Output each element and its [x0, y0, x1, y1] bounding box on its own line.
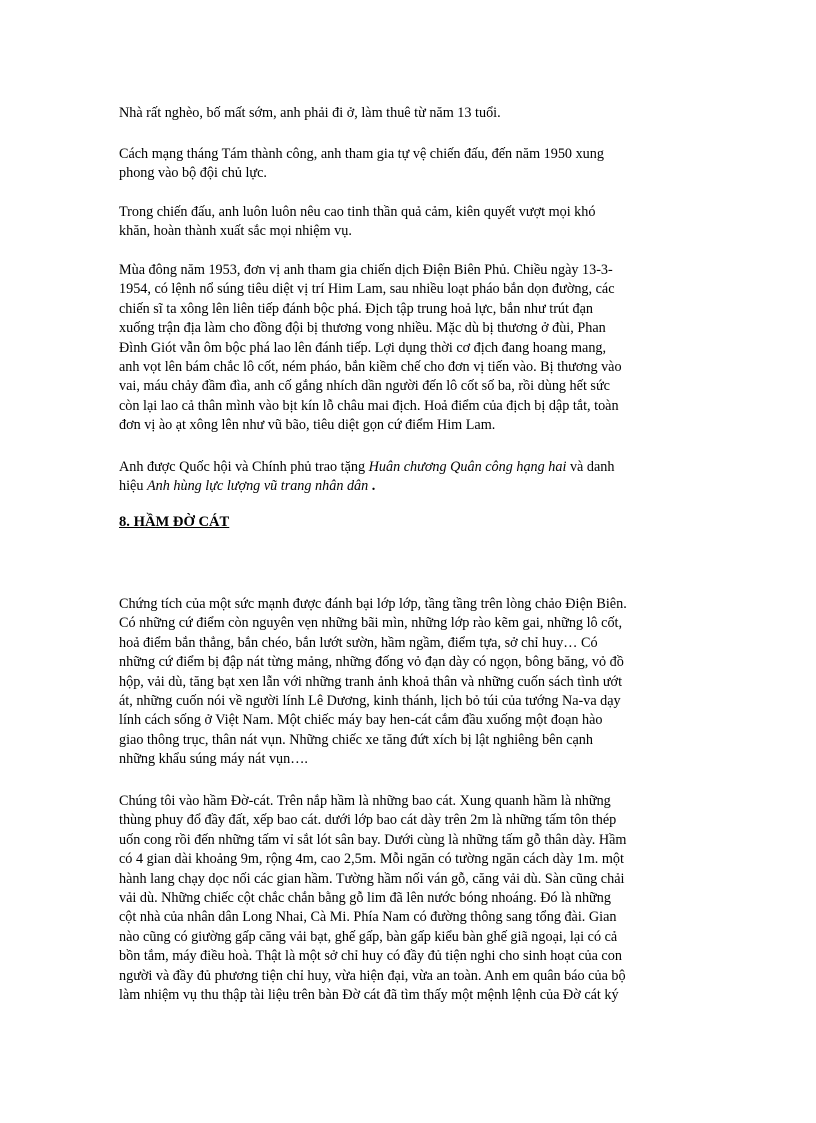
- award-text: .: [368, 478, 376, 495]
- text-line: xuống trận địa làm cho đồng đội bị thương vong nhiều. Mặc dù bị thương ở đùi, Phan: [119, 320, 606, 337]
- text-line: Có những cứ điểm còn nguyên vẹn những bãi mìn, những lớp rào kẽm gai, những lô cốt,: [119, 615, 623, 632]
- text-line: khăn, hoàn thành xuất sắc mọi nhiệm vụ.: [119, 223, 352, 240]
- text-line: cột nhà của nhân dân Long Nhai, Cà Mi. Phía Nam có đường thông sang tổng đài. Gian: [119, 909, 617, 926]
- text-line: anh vọt lên bám chắc lô cốt, ném pháo, bắn kiềm chế cho đơn vị tiến vào. Bị thương vào: [119, 359, 622, 376]
- paragraph-him-lam-battle: [119, 261, 709, 436]
- text-line: [119, 477, 709, 496]
- paragraph-battlefield-traces: [119, 595, 709, 770]
- text-line: hành lang chạy dọc nối các gian hầm. Tường hầm nối ván gỗ, căng vải dù. Sàn cũng chải: [119, 870, 625, 887]
- award-text: Anh được Quốc hội và Chính phủ trao tặng: [119, 459, 369, 475]
- award-title-name: Anh hùng lực lượng vũ trang nhân dân: [146, 478, 369, 495]
- text-line: đơn vị ào ạt xông lên như vũ bão, tiêu diệt gọn cứ điểm Him Lam.: [119, 417, 496, 434]
- text-line: lính cách sống ở Việt Nam. Một chiếc máy bay hen-cát cắm đầu xuống một đoạn hào: [119, 712, 603, 729]
- text-line: những khẩu súng máy nát vụn….: [119, 751, 308, 768]
- paragraph-awards: [119, 458, 709, 497]
- award-text: hiệu: [119, 478, 147, 495]
- text-line: Chứng tích của một sức mạnh được đánh bại lớp lớp, tầng tầng trên lòng chảo Điện Biên.: [119, 596, 627, 612]
- text-line: Cách mạng tháng Tám thành công, anh tham gia tự vệ chiến đấu, đến năm 1950 xung: [119, 146, 604, 162]
- section-heading: 8. HẦM ĐỜ CÁT: [119, 514, 230, 530]
- text-line: giao thông trục, thân nát vụn. Những chiếc xe tăng đứt xích bị lật nghiêng bên cạnh: [119, 731, 593, 748]
- paragraph-combat-spirit: [119, 203, 709, 242]
- text-line: phong vào bộ đội chủ lực.: [119, 165, 267, 182]
- text-line: hộp, vải dù, tăng bạt xen lẫn với những tranh ảnh khoả thân và những cuốn sách tình ướt: [119, 673, 623, 690]
- text-line: những cứ điểm bị đập nát từng mảng, những đống vỏ đạn dày có ngọn, bông băng, vỏ đồ: [119, 654, 624, 671]
- paragraph-revolution-join: [119, 145, 709, 184]
- award-medal-name: Huân chương Quân công hạng hai: [368, 459, 567, 475]
- text-line: Mùa đông năm 1953, đơn vị anh tham gia chiến dịch Điện Biên Phủ. Chiều ngày 13-3-: [119, 262, 613, 278]
- text-line: [119, 458, 709, 477]
- text-line: vai, máu chảy đầm đìa, anh cố gắng nhích dần người đến lô cốt số ba, rồi dùng hết sức: [119, 378, 610, 395]
- text-line: uốn cong rồi đến những tấm vỉ sắt lót sân bay. Dưới cùng là những tấm gỗ thân dày. Hầm: [119, 831, 627, 848]
- text-line: Đình Giót vẫn ôm bộc phá lao lên đánh tiếp. Lợi dụng thời cơ địch đang hoang mang,: [119, 339, 607, 356]
- text-line: có 4 gian dài khoảng 9m, rộng 4m, cao 2,5m. Mỗi ngăn có tường ngăn cách dày 1m. một: [119, 851, 624, 868]
- text-line: người và đầy đủ phương tiện chỉ huy, vừa hiện đại, vừa an toàn. Anh em quân báo của bộ: [119, 967, 626, 984]
- text-line: bồn tắm, máy điều hoà. Thật là một sở chỉ huy có đầy đủ tiện nghi cho sinh hoạt của con: [119, 948, 622, 965]
- award-text: và danh: [566, 459, 615, 475]
- text-line: Chúng tôi vào hầm Đờ-cát. Trên nắp hầm là những bao cát. Xung quanh hầm là những: [119, 793, 611, 809]
- text-line: nào cũng có giường gấp căng vải bạt, ghế gấp, bàn gấp kiểu bàn ghế giã ngoại, lại có cả: [119, 928, 618, 945]
- text-line: chiến sĩ ta xông lên liên tiếp đánh bộc phá. Địch tập trung hoả lực, bắn như trút đạn: [119, 300, 593, 317]
- paragraph-family-background: [119, 104, 709, 123]
- text-line: thùng phuy đổ đầy đất, xếp bao cát. dưới lớp bao cát dày trên 2m là những tấm tôn thép: [119, 812, 617, 829]
- text-line: Nhà rất nghèo, bố mất sớm, anh phải đi ở, làm thuê từ năm 13 tuổi.: [119, 105, 501, 121]
- paragraph-de-castries-bunker: [119, 792, 709, 1005]
- text-line: 1954, có lệnh nổ súng tiêu diệt vị trí Him Lam, sau nhiều loạt pháo bắn dọn đường, các: [119, 281, 615, 298]
- text-line: hoả điểm bắn thẳng, bắn chéo, bắn lướt sườn, hầm ngầm, điểm tựa, sở chỉ huy… Có: [119, 634, 598, 651]
- text-line: át, những cuốn nói về người lính Lê Dương, kinh thánh, lịch bỏ túi của tướng Na-va dạy: [119, 693, 621, 710]
- text-line: vải dù. Những chiếc cột chắc chắn bằng gỗ lim đã lên nước bóng nhoáng. Đó là những: [119, 890, 611, 907]
- text-line: còn lại lao cả thân mình vào bịt kín lỗ châu mai địch. Hoả điểm của địch bị dập tắt, toàn: [119, 397, 619, 414]
- text-line: Trong chiến đấu, anh luôn luôn nêu cao tinh thần quả cảm, kiên quyết vượt mọi khó: [119, 204, 596, 220]
- text-line: làm nhiệm vụ thu thập tài liệu trên bàn Đờ cát đã tìm thấy một mệnh lệnh của Đờ cát ký: [119, 987, 619, 1004]
